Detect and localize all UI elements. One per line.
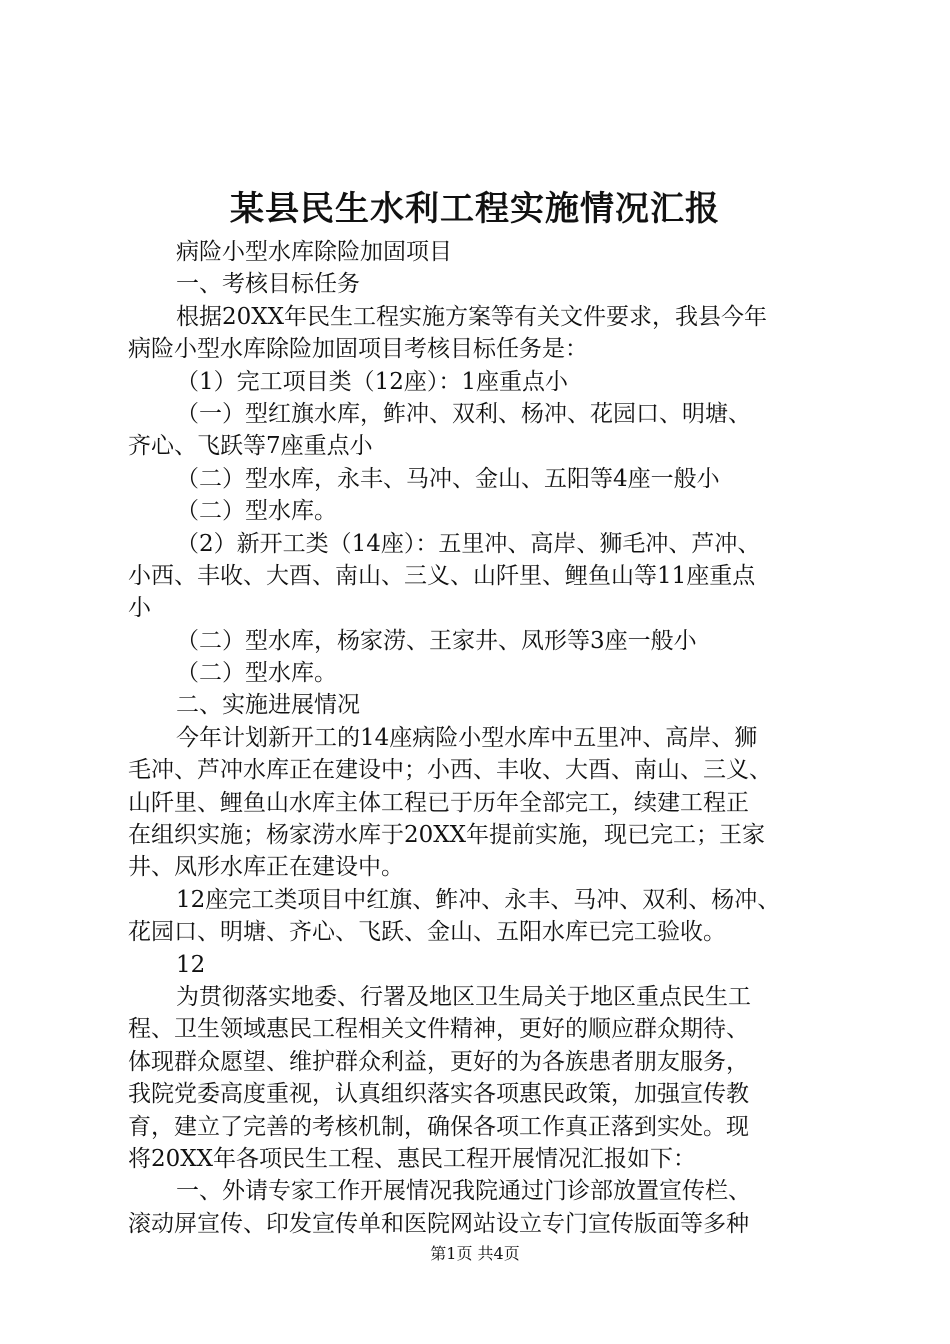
paragraph-line: 我院党委高度重视，认真组织落实各项惠民政策，加强宣传教 — [128, 1081, 749, 1108]
paragraph-line: 病险小型水库除险加固项目 — [176, 239, 452, 265]
paragraph-line: 今年计划新开工的14座病险小型水库中五里冲、高岸、狮 — [176, 724, 758, 751]
paragraph-line: 根据20XX年民生工程实施方案等有关文件要求，我县今年 — [176, 303, 768, 330]
paragraph-line: 二、实施进展情况 — [176, 692, 360, 719]
paragraph-line: （二）型水库。 — [176, 498, 337, 525]
paragraph-line: 花园口、明塘、齐心、飞跃、金山、五阳水库已完工验收。 — [128, 919, 726, 946]
paragraph-line: 小 — [128, 595, 151, 622]
paragraph-line: 12 — [176, 951, 206, 978]
paragraph-line: （1）完工项目类（12座）：1座重点小 — [176, 368, 569, 395]
paragraph-line: 滚动屏宣传、印发宣传单和医院网站设立专门宣传版面等多种 — [128, 1210, 749, 1237]
paragraph-line: 井、凤形水库正在建设中。 — [128, 854, 404, 881]
paragraph-line: 一、考核目标任务 — [176, 271, 360, 298]
paragraph-line: 育，建立了完善的考核机制，确保各项工作真正落到实处。现 — [128, 1113, 749, 1140]
paragraph-line: （一）型红旗水库，鲊冲、双利、杨冲、花园口、明塘、 — [176, 400, 751, 427]
paragraph-line: 一、外请专家工作开展情况我院通过门诊部放置宣传栏、 — [176, 1178, 751, 1205]
paragraph-line: 体现群众愿望、维护群众利益，更好的为各族患者朋友服务， — [128, 1048, 749, 1075]
paragraph-line: 病险小型水库除险加固项目考核目标任务是： — [128, 336, 588, 363]
paragraph-line: （二）型水库。 — [176, 660, 337, 687]
paragraph-line: 毛冲、芦冲水库正在建设中；小西、丰收、大酉、南山、三义、 — [128, 757, 772, 784]
document-title: 某县民生水利工程实施情况汇报 — [230, 189, 720, 229]
paragraph-line: 在组织实施；杨家涝水库于20XX年提前实施，现已完工；王家 — [128, 822, 766, 849]
paragraph-line: （二）型水库，永丰、马冲、金山、五阳等4座一般小 — [176, 465, 720, 492]
paragraph-line: 12座完工类项目中红旗、鲊冲、永丰、马冲、双利、杨冲、 — [176, 886, 781, 913]
paragraph-line: 小西、丰收、大酉、南山、三义、山阡里、鲤鱼山等11座重点 — [128, 562, 756, 589]
paragraph-line: （2）新开工类（14座）：五里冲、高岸、狮毛冲、芦冲、 — [176, 530, 761, 557]
page-footer: 第1页 共4页 — [430, 1244, 520, 1263]
paragraph-line: 山阡里、鲤鱼山水库主体工程已于历年全部完工，续建工程正 — [128, 789, 749, 816]
document-body — [128, 236, 850, 1240]
paragraph-line: 将20XX年各项民生工程、惠民工程开展情况汇报如下： — [128, 1145, 697, 1172]
paragraph-line: 程、卫生领域惠民工程相关文件精神，更好的顺应群众期待、 — [128, 1016, 749, 1043]
paragraph-line: 为贯彻落实地委、行署及地区卫生局关于地区重点民生工 — [176, 983, 751, 1010]
paragraph-line: 齐心、飞跃等7座重点小 — [128, 433, 373, 460]
paragraph-line: （二）型水库，杨家涝、王家井、凤形等3座一般小 — [176, 627, 697, 654]
